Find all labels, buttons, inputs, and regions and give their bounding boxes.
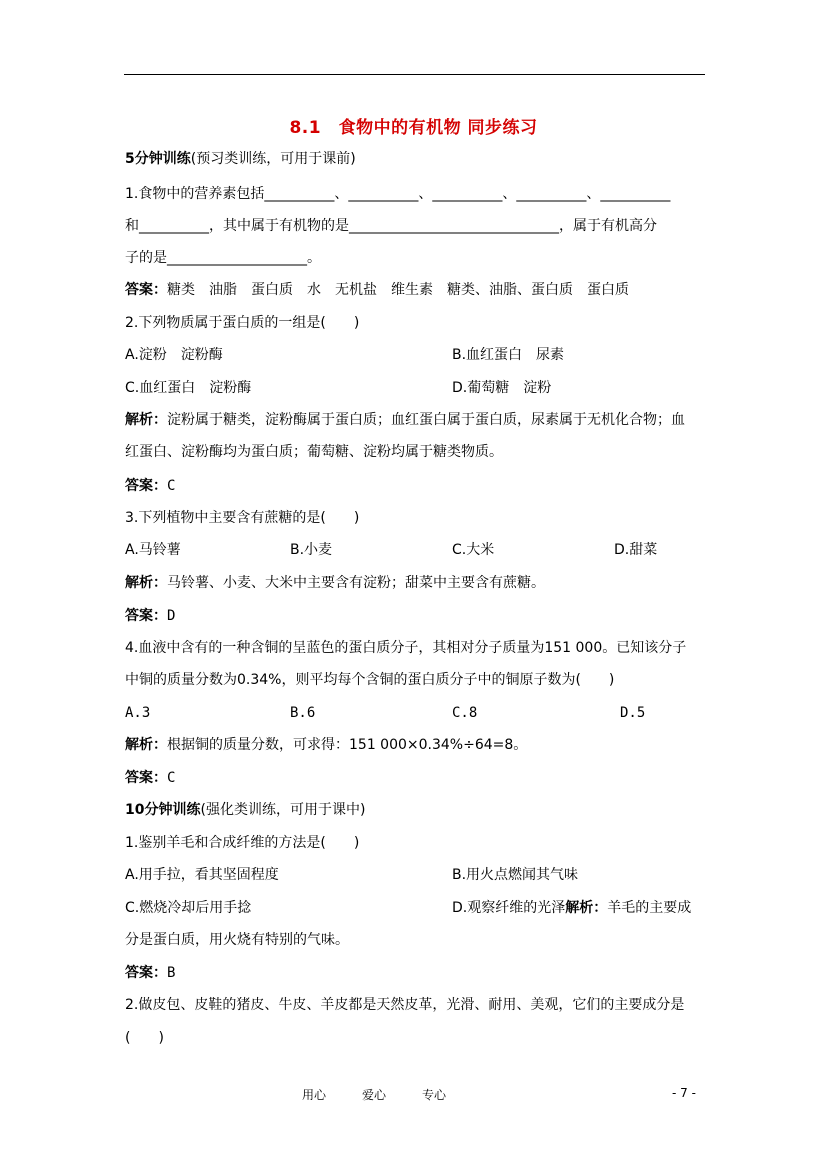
q3-option-c: C.大米 [452, 542, 495, 558]
q5-option-d: D.观察纤维的光泽 [452, 900, 566, 916]
q5-explanation-2: 分是蛋白质，用火烧有特别的气味。 [125, 932, 349, 948]
q6-stem-2: ( ) [125, 1030, 164, 1046]
q1-line-1: 1.食物中的营养素包括__________、__________、__________、__________、__________ [125, 186, 671, 202]
explanation-label: 解析： [125, 412, 167, 428]
answer-text: B [167, 965, 176, 981]
q5-option-b: B.用火点燃闻其气味 [452, 867, 579, 883]
q2-explanation-1 [125, 410, 685, 430]
answer-text: C [167, 478, 176, 494]
section-heading-label: 5分钟训练 [125, 151, 191, 167]
header-rule [124, 74, 705, 75]
answer-label: 答案： [125, 965, 167, 981]
page-number: - 7 - [672, 1086, 696, 1100]
q4-option-b: B.6 [290, 705, 316, 721]
q1-line-2: 和__________，其中属于有机物的是______________________________，属于有机高分 [125, 218, 657, 234]
q3-explanation [125, 573, 545, 593]
q2-stem: 2.下列物质属于蛋白质的一组是( ) [125, 315, 360, 331]
explanation-label: 解析： [125, 575, 167, 591]
q2-answer [125, 476, 175, 496]
explanation-text: 淀粉属于糖类，淀粉酶属于蛋白质；血红蛋白属于蛋白质，尿素属于无机化合物；血 [167, 412, 685, 428]
section-heading-note: (预习类训练，可用于课前) [190, 151, 356, 167]
q5-answer [125, 963, 175, 983]
answer-text: 糖类 油脂 蛋白质 水 无机盐 维生素 糖类、油脂、蛋白质 蛋白质 [167, 282, 629, 298]
section-heading-5min [125, 149, 356, 169]
q6-stem-1: 2.做皮包、皮鞋的猪皮、牛皮、羊皮都是天然皮革，光滑、耐用、美观，它们的主要成分是 [125, 997, 685, 1013]
section-heading-note: (强化类训练，可用于课中) [200, 802, 366, 818]
q4-option-d: D.5 [620, 705, 646, 721]
q5-option-d-with-explanation [452, 898, 691, 918]
answer-text: D [167, 608, 176, 624]
q5-option-c: C.燃烧冷却后用手捻 [125, 900, 252, 916]
q5-stem: 1.鉴别羊毛和合成纤维的方法是( ) [125, 835, 360, 851]
answer-label: 答案： [125, 282, 167, 298]
explanation-text: 马铃薯、小麦、大米中主要含有淀粉；甜菜中主要含有蔗糖。 [167, 575, 545, 591]
answer-label: 答案： [125, 478, 167, 494]
q4-explanation [125, 735, 527, 755]
answer-label: 答案： [125, 608, 167, 624]
section-heading-10min [125, 800, 365, 820]
answer-text: C [167, 770, 176, 786]
q3-answer [125, 606, 175, 626]
q1-answer [125, 280, 629, 300]
explanation-text: 根据铜的质量分数，可求得：151 000×0.34%÷64=8。 [167, 737, 528, 753]
q3-option-a: A.马铃薯 [125, 542, 181, 558]
footer-motto: 用心 爱心 专心 [302, 1088, 447, 1102]
explanation-text: 羊毛的主要成 [607, 900, 692, 916]
q4-option-a: A.3 [125, 705, 151, 721]
explanation-label: 解析： [125, 737, 167, 753]
q2-option-d: D.葡萄糖 淀粉 [452, 380, 552, 396]
q5-option-a: A.用手拉，看其坚固程度 [125, 867, 279, 883]
q2-explanation-2: 红蛋白、淀粉酶均为蛋白质；葡萄糖、淀粉均属于糖类物质。 [125, 444, 503, 460]
explanation-label: 解析： [565, 900, 608, 916]
q4-stem-1: 4.血液中含有的一种含铜的呈蓝色的蛋白质分子，其相对分子质量为151 000。已知该分子 [125, 640, 687, 656]
q2-option-b: B.血红蛋白 尿素 [452, 347, 565, 363]
section-heading-label: 10分钟训练 [125, 802, 201, 818]
q4-stem-2: 中铜的质量分数为0.34%，则平均每个含铜的蛋白质分子中的铜原子数为( ) [125, 672, 615, 688]
q4-answer [125, 768, 175, 788]
q2-option-c: C.血红蛋白 淀粉酶 [125, 380, 252, 396]
q3-option-b: B.小麦 [290, 542, 333, 558]
q4-option-c: C.8 [452, 705, 478, 721]
q1-line-3: 子的是____________________。 [125, 250, 321, 266]
q3-stem: 3.下列植物中主要含有蔗糖的是( ) [125, 510, 360, 526]
page-title: 8.1 食物中的有机物 同步练习 [289, 118, 538, 138]
answer-label: 答案： [125, 770, 167, 786]
q3-option-d: D.甜菜 [614, 542, 658, 558]
q2-option-a: A.淀粉 淀粉酶 [125, 347, 223, 363]
